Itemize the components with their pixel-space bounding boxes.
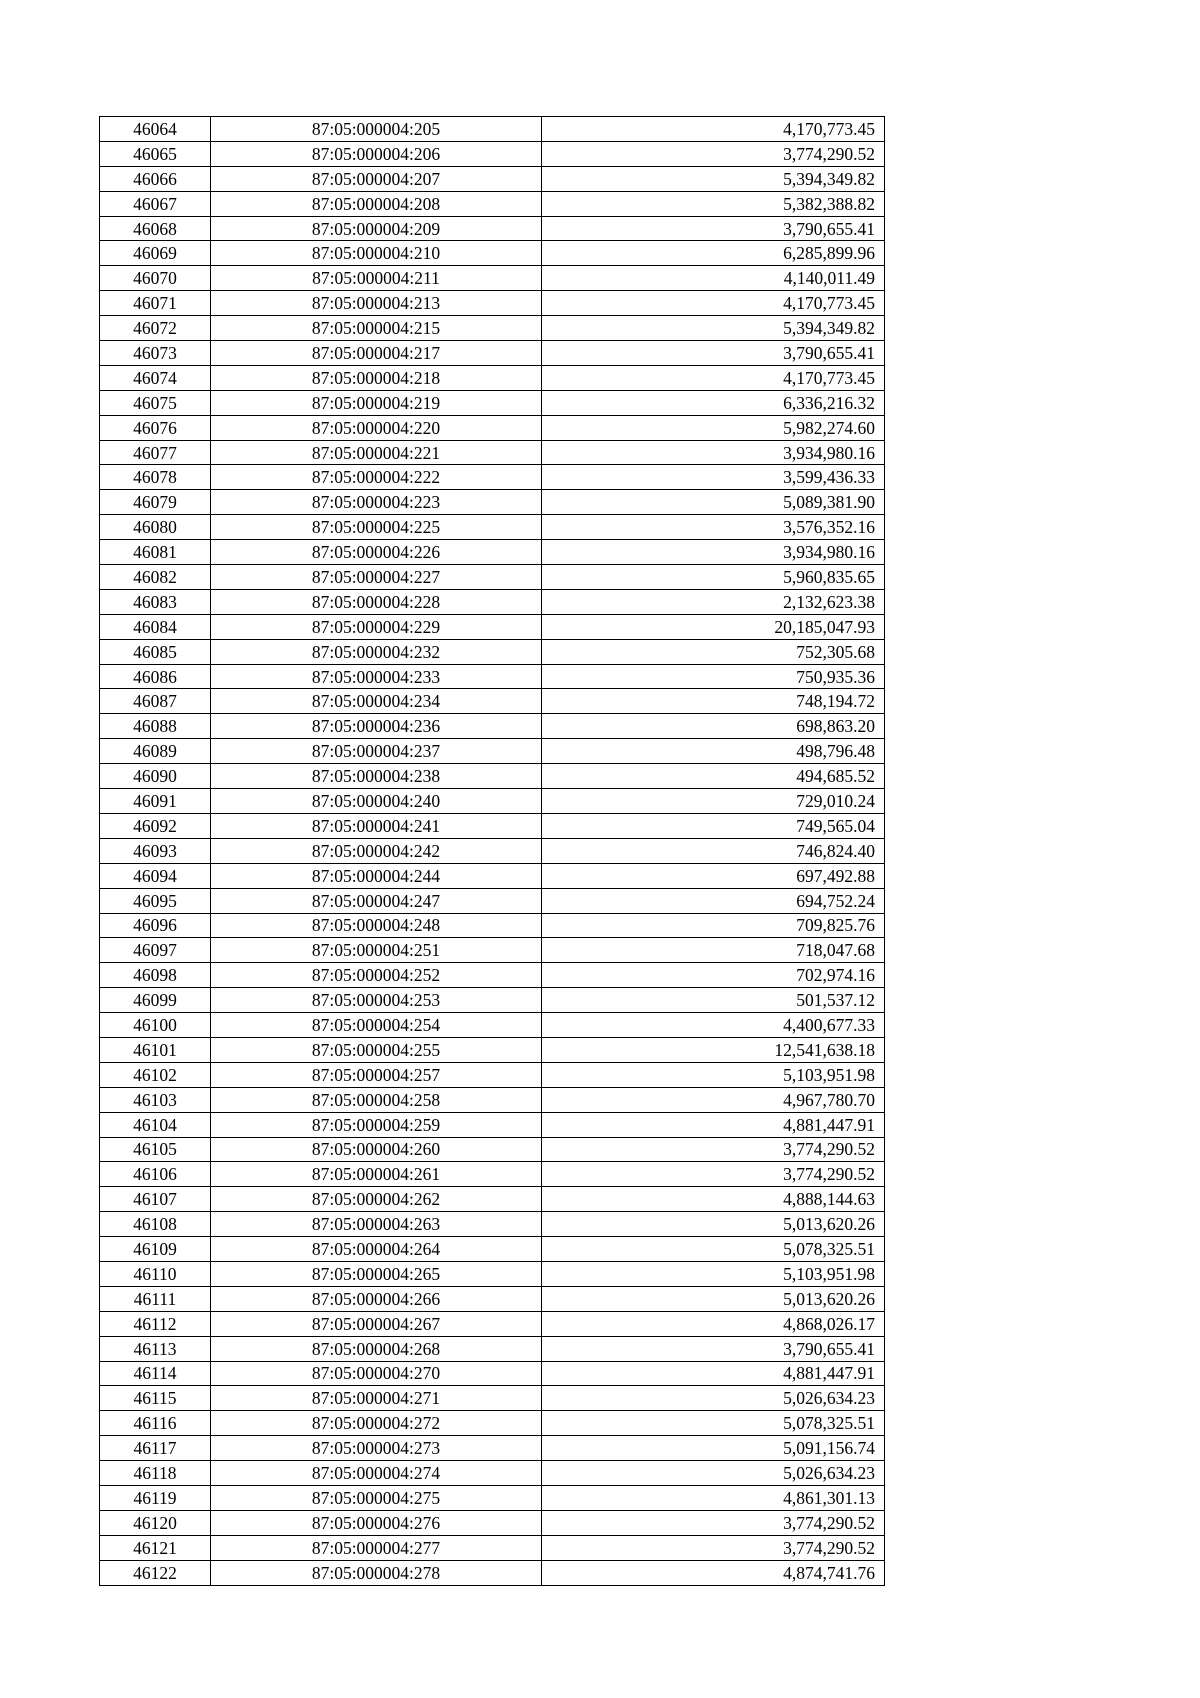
table-row [100,813,885,838]
row-number-cell: 46105 [100,1137,211,1162]
row-number-cell: 46066 [100,166,211,191]
cadastral-number-cell: 87:05:000004:277 [211,1535,542,1560]
row-number-cell: 46074 [100,365,211,390]
row-number-cell: 46075 [100,390,211,415]
row-number-cell: 46085 [100,639,211,664]
table-row [100,1436,885,1461]
cadastral-number-cell: 87:05:000004:229 [211,614,542,639]
cadastral-number-cell: 87:05:000004:227 [211,565,542,590]
cadastral-value-cell: 3,934,980.16 [542,440,885,465]
row-number-cell: 46076 [100,415,211,440]
cadastral-value-cell: 5,026,634.23 [542,1386,885,1411]
cadastral-number-cell: 87:05:000004:209 [211,216,542,241]
table-row [100,1535,885,1560]
cadastral-value-cell: 5,982,274.60 [542,415,885,440]
cadastral-value-cell: 5,103,951.98 [542,1062,885,1087]
cadastral-number-cell: 87:05:000004:238 [211,764,542,789]
row-number-cell: 46092 [100,813,211,838]
cadastral-value-cell: 4,140,011.49 [542,266,885,291]
table-row [100,1336,885,1361]
cadastral-value-cell: 3,576,352.16 [542,515,885,540]
table-row [100,714,885,739]
row-number-cell: 46070 [100,266,211,291]
cadastral-number-cell: 87:05:000004:208 [211,191,542,216]
cadastral-value-cell: 697,492.88 [542,863,885,888]
cadastral-number-cell: 87:05:000004:265 [211,1261,542,1286]
row-number-cell: 46080 [100,515,211,540]
cadastral-value-cell: 20,185,047.93 [542,614,885,639]
cadastral-number-cell: 87:05:000004:264 [211,1237,542,1262]
table-row [100,938,885,963]
row-number-cell: 46098 [100,963,211,988]
table-row [100,689,885,714]
table-row [100,1162,885,1187]
cadastral-number-cell: 87:05:000004:211 [211,266,542,291]
row-number-cell: 46119 [100,1485,211,1510]
cadastral-value-cell: 5,394,349.82 [542,316,885,341]
table-row [100,1311,885,1336]
cadastral-value-cell: 5,013,620.26 [542,1212,885,1237]
row-number-cell: 46117 [100,1436,211,1461]
cadastral-number-cell: 87:05:000004:273 [211,1436,542,1461]
cadastral-number-cell: 87:05:000004:260 [211,1137,542,1162]
cadastral-value-cell: 2,132,623.38 [542,589,885,614]
row-number-cell: 46088 [100,714,211,739]
table-row [100,1137,885,1162]
row-number-cell: 46101 [100,1037,211,1062]
table-row [100,589,885,614]
cadastral-value-cell: 4,170,773.45 [542,365,885,390]
cadastral-number-cell: 87:05:000004:258 [211,1087,542,1112]
cadastral-number-cell: 87:05:000004:222 [211,465,542,490]
row-number-cell: 46112 [100,1311,211,1336]
cadastral-number-cell: 87:05:000004:225 [211,515,542,540]
cadastral-number-cell: 87:05:000004:254 [211,1013,542,1038]
table-row [100,291,885,316]
cadastral-number-cell: 87:05:000004:221 [211,440,542,465]
cadastral-number-cell: 87:05:000004:248 [211,913,542,938]
cadastral-value-cell: 5,960,835.65 [542,565,885,590]
cadastral-value-cell: 3,774,290.52 [542,1162,885,1187]
row-number-cell: 46072 [100,316,211,341]
cadastral-number-cell: 87:05:000004:274 [211,1461,542,1486]
cadastral-number-cell: 87:05:000004:217 [211,341,542,366]
row-number-cell: 46114 [100,1361,211,1386]
row-number-cell: 46067 [100,191,211,216]
table-row [100,963,885,988]
cadastral-number-cell: 87:05:000004:215 [211,316,542,341]
table-row [100,166,885,191]
cadastral-value-cell: 3,790,655.41 [542,1336,885,1361]
table-row [100,1411,885,1436]
cadastral-number-cell: 87:05:000004:252 [211,963,542,988]
cadastral-number-cell: 87:05:000004:241 [211,813,542,838]
cadastral-number-cell: 87:05:000004:278 [211,1560,542,1585]
row-number-cell: 46121 [100,1535,211,1560]
table-row [100,1013,885,1038]
cadastral-value-cell: 4,881,447.91 [542,1112,885,1137]
cadastral-number-cell: 87:05:000004:206 [211,141,542,166]
table-row [100,1286,885,1311]
table-row [100,664,885,689]
cadastral-number-cell: 87:05:000004:207 [211,166,542,191]
row-number-cell: 46068 [100,216,211,241]
cadastral-number-cell: 87:05:000004:253 [211,988,542,1013]
table-row [100,440,885,465]
cadastral-value-cell: 4,170,773.45 [542,291,885,316]
table-row [100,316,885,341]
row-number-cell: 46065 [100,141,211,166]
table-row [100,1510,885,1535]
cadastral-number-cell: 87:05:000004:263 [211,1212,542,1237]
cadastral-number-cell: 87:05:000004:213 [211,291,542,316]
cadastral-number-cell: 87:05:000004:205 [211,117,542,142]
cadastral-number-cell: 87:05:000004:272 [211,1411,542,1436]
table-row [100,565,885,590]
table-row [100,1461,885,1486]
cadastral-value-cell: 498,796.48 [542,739,885,764]
cadastral-number-cell: 87:05:000004:267 [211,1311,542,1336]
cadastral-value-cell: 501,537.12 [542,988,885,1013]
table-row [100,216,885,241]
cadastral-value-cell: 3,774,290.52 [542,1510,885,1535]
cadastral-number-cell: 87:05:000004:242 [211,838,542,863]
table-row [100,863,885,888]
row-number-cell: 46071 [100,291,211,316]
row-number-cell: 46095 [100,888,211,913]
cadastral-value-cell: 749,565.04 [542,813,885,838]
table-row [100,1261,885,1286]
table-row [100,1361,885,1386]
row-number-cell: 46079 [100,490,211,515]
cadastral-value-cell: 698,863.20 [542,714,885,739]
cadastral-number-cell: 87:05:000004:228 [211,589,542,614]
row-number-cell: 46116 [100,1411,211,1436]
table-row [100,888,885,913]
cadastral-number-cell: 87:05:000004:271 [211,1386,542,1411]
cadastral-value-cell: 4,967,780.70 [542,1087,885,1112]
row-number-cell: 46093 [100,838,211,863]
row-number-cell: 46113 [100,1336,211,1361]
cadastral-value-cell: 6,285,899.96 [542,241,885,266]
table-row [100,1560,885,1585]
row-number-cell: 46084 [100,614,211,639]
cadastral-value-cell: 5,089,381.90 [542,490,885,515]
row-number-cell: 46096 [100,913,211,938]
table-row [100,1237,885,1262]
cadastral-value-table [99,116,885,1586]
cadastral-value-cell: 750,935.36 [542,664,885,689]
table-row [100,1187,885,1212]
cadastral-value-cell: 4,888,144.63 [542,1187,885,1212]
row-number-cell: 46077 [100,440,211,465]
cadastral-number-cell: 87:05:000004:262 [211,1187,542,1212]
cadastral-value-cell: 5,103,951.98 [542,1261,885,1286]
table-row [100,117,885,142]
row-number-cell: 46091 [100,789,211,814]
cadastral-number-cell: 87:05:000004:233 [211,664,542,689]
table-body [100,117,885,1586]
table-row [100,1062,885,1087]
row-number-cell: 46082 [100,565,211,590]
cadastral-number-cell: 87:05:000004:232 [211,639,542,664]
table-row [100,1037,885,1062]
table-row [100,365,885,390]
cadastral-value-cell: 4,868,026.17 [542,1311,885,1336]
row-number-cell: 46118 [100,1461,211,1486]
cadastral-value-cell: 4,400,677.33 [542,1013,885,1038]
cadastral-value-cell: 3,790,655.41 [542,341,885,366]
cadastral-number-cell: 87:05:000004:219 [211,390,542,415]
cadastral-value-cell: 5,382,388.82 [542,191,885,216]
table-row [100,191,885,216]
row-number-cell: 46086 [100,664,211,689]
cadastral-value-cell: 3,599,436.33 [542,465,885,490]
cadastral-value-cell: 694,752.24 [542,888,885,913]
table-row [100,341,885,366]
table-row [100,465,885,490]
cadastral-value-cell: 4,170,773.45 [542,117,885,142]
cadastral-number-cell: 87:05:000004:236 [211,714,542,739]
cadastral-value-cell: 752,305.68 [542,639,885,664]
table-row [100,540,885,565]
cadastral-value-cell: 729,010.24 [542,789,885,814]
row-number-cell: 46106 [100,1162,211,1187]
table-row [100,614,885,639]
table-row [100,390,885,415]
cadastral-value-cell: 4,874,741.76 [542,1560,885,1585]
table-row [100,789,885,814]
cadastral-value-cell: 5,026,634.23 [542,1461,885,1486]
table-row [100,639,885,664]
row-number-cell: 46097 [100,938,211,963]
table-row [100,988,885,1013]
cadastral-number-cell: 87:05:000004:234 [211,689,542,714]
table-row [100,1485,885,1510]
cadastral-number-cell: 87:05:000004:240 [211,789,542,814]
row-number-cell: 46099 [100,988,211,1013]
row-number-cell: 46103 [100,1087,211,1112]
row-number-cell: 46078 [100,465,211,490]
cadastral-value-cell: 12,541,638.18 [542,1037,885,1062]
cadastral-number-cell: 87:05:000004:218 [211,365,542,390]
cadastral-number-cell: 87:05:000004:223 [211,490,542,515]
table-row [100,1112,885,1137]
row-number-cell: 46089 [100,739,211,764]
cadastral-value-cell: 718,047.68 [542,938,885,963]
row-number-cell: 46122 [100,1560,211,1585]
table-row [100,1386,885,1411]
table-row [100,266,885,291]
cadastral-number-cell: 87:05:000004:261 [211,1162,542,1187]
cadastral-value-cell: 709,825.76 [542,913,885,938]
table-row [100,838,885,863]
cadastral-number-cell: 87:05:000004:210 [211,241,542,266]
row-number-cell: 46104 [100,1112,211,1137]
cadastral-value-cell: 5,013,620.26 [542,1286,885,1311]
row-number-cell: 46108 [100,1212,211,1237]
row-number-cell: 46111 [100,1286,211,1311]
cadastral-value-cell: 5,394,349.82 [542,166,885,191]
row-number-cell: 46110 [100,1261,211,1286]
table-row [100,1212,885,1237]
cadastral-value-cell: 3,774,290.52 [542,141,885,166]
row-number-cell: 46087 [100,689,211,714]
table-row [100,913,885,938]
table-row [100,739,885,764]
cadastral-number-cell: 87:05:000004:247 [211,888,542,913]
table-row [100,1087,885,1112]
cadastral-number-cell: 87:05:000004:268 [211,1336,542,1361]
cadastral-value-cell: 702,974.16 [542,963,885,988]
table-row [100,764,885,789]
row-number-cell: 46064 [100,117,211,142]
table-row [100,415,885,440]
row-number-cell: 46073 [100,341,211,366]
table-row [100,490,885,515]
cadastral-number-cell: 87:05:000004:244 [211,863,542,888]
row-number-cell: 46102 [100,1062,211,1087]
row-number-cell: 46120 [100,1510,211,1535]
cadastral-number-cell: 87:05:000004:255 [211,1037,542,1062]
cadastral-number-cell: 87:05:000004:270 [211,1361,542,1386]
row-number-cell: 46107 [100,1187,211,1212]
cadastral-value-cell: 748,194.72 [542,689,885,714]
row-number-cell: 46109 [100,1237,211,1262]
cadastral-value-cell: 3,934,980.16 [542,540,885,565]
table-row [100,141,885,166]
cadastral-number-cell: 87:05:000004:266 [211,1286,542,1311]
cadastral-number-cell: 87:05:000004:275 [211,1485,542,1510]
cadastral-value-cell: 6,336,216.32 [542,390,885,415]
cadastral-value-cell: 494,685.52 [542,764,885,789]
cadastral-value-cell: 4,861,301.13 [542,1485,885,1510]
table-row [100,515,885,540]
cadastral-number-cell: 87:05:000004:257 [211,1062,542,1087]
cadastral-value-cell: 3,774,290.52 [542,1137,885,1162]
cadastral-value-cell: 746,824.40 [542,838,885,863]
cadastral-value-cell: 5,091,156.74 [542,1436,885,1461]
cadastral-number-cell: 87:05:000004:220 [211,415,542,440]
row-number-cell: 46083 [100,589,211,614]
cadastral-number-cell: 87:05:000004:259 [211,1112,542,1137]
cadastral-number-cell: 87:05:000004:251 [211,938,542,963]
cadastral-number-cell: 87:05:000004:226 [211,540,542,565]
table-row [100,241,885,266]
cadastral-number-cell: 87:05:000004:237 [211,739,542,764]
cadastral-value-cell: 3,790,655.41 [542,216,885,241]
row-number-cell: 46081 [100,540,211,565]
cadastral-value-cell: 5,078,325.51 [542,1237,885,1262]
row-number-cell: 46090 [100,764,211,789]
cadastral-value-cell: 5,078,325.51 [542,1411,885,1436]
row-number-cell: 46100 [100,1013,211,1038]
row-number-cell: 46115 [100,1386,211,1411]
cadastral-number-cell: 87:05:000004:276 [211,1510,542,1535]
cadastral-value-cell: 4,881,447.91 [542,1361,885,1386]
row-number-cell: 46069 [100,241,211,266]
row-number-cell: 46094 [100,863,211,888]
cadastral-value-cell: 3,774,290.52 [542,1535,885,1560]
